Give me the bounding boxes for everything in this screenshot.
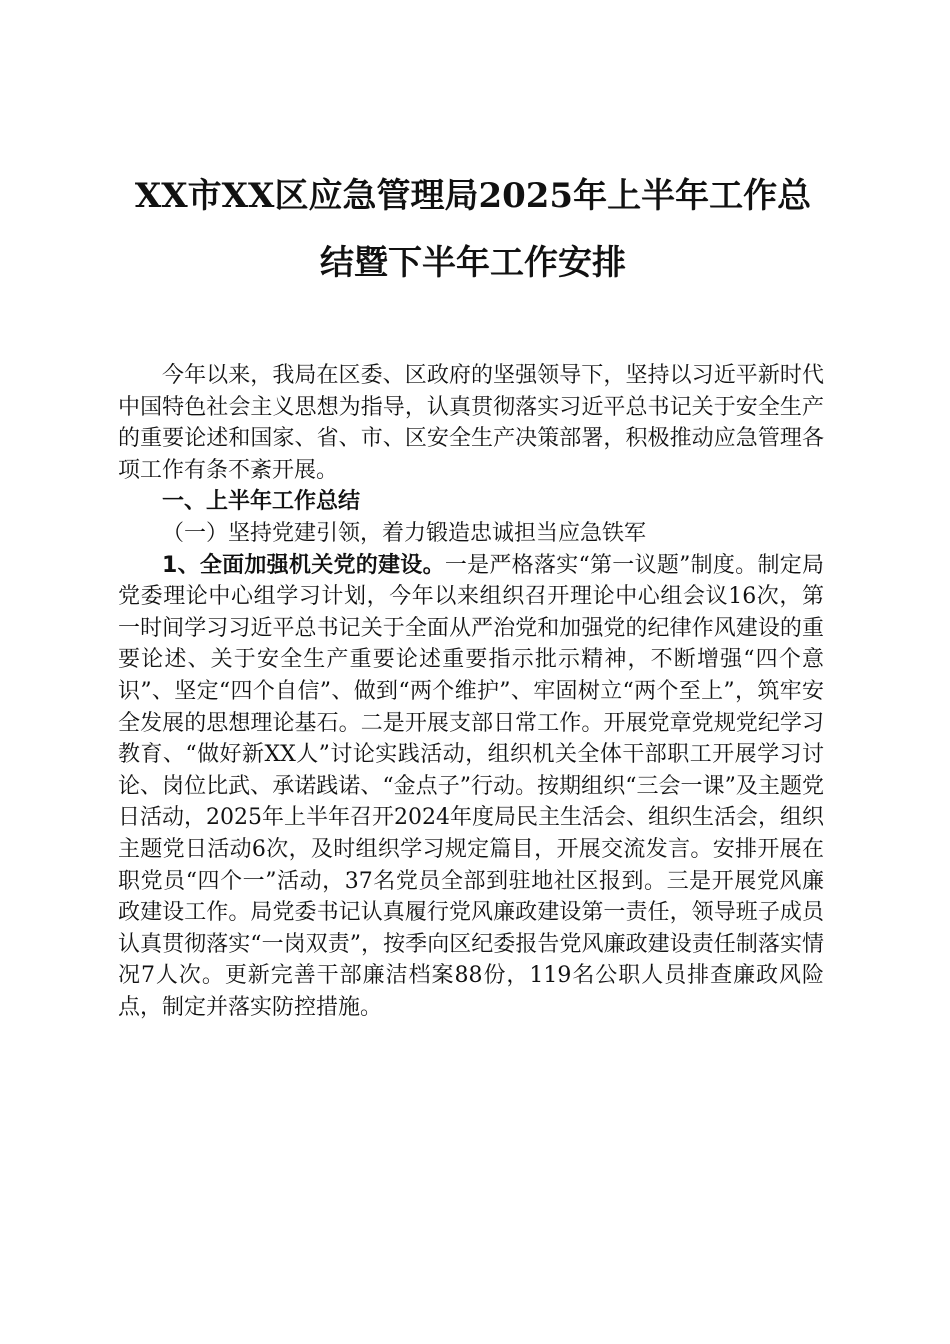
- document-body: [118, 360, 824, 1023]
- section-heading: 一、上半年工作总结: [162, 489, 361, 515]
- subsection-heading: （一）坚持党建引领，着力锻造忠诚担当应急铁军: [162, 520, 647, 546]
- item-paragraph: [118, 550, 824, 1024]
- document-title-line-2: 结暨下半年工作安排: [320, 243, 626, 283]
- item-lead: 1、全面加强机关党的建设。: [162, 552, 445, 578]
- document-title-line-1: XX市XX区应急管理局2025年上半年工作总: [134, 176, 812, 216]
- item-text: 一是严格落实“第一议题”制度。制定局党委理论中心组学习计划，今年以来组织召开理论中心组会议16次，第一时间学习习近平总书记关于全面从严治党和加强党的纪律作风建设的重要论述、关于安全生产重要论述重要指示批示精神，不断增强“四个意识”、坚定“四个自信”、做到“两个维护”、牢固树立“两个至上”，筑牢安全发展的思想理论基石。二是开展支部日常工作。开展党章党规党纪学习教育、“做好新XX人”讨论实践活动，组织机关全体干部职工开展学习讨论、岗位比武、承诺践诺、“金点子”行动。按期组织“三会一课”及主题党日活动，2025年上半年召开2024年度局民主生活会、组织生活会，组织主题党日活动6次，及时组织学习规定篇目，开展交流发言。安排开展在职党员“四个一”活动，37名党员全部到驻地社区报到。三是开展党风廉政建设工作。局党委书记认真履行党风廉政建设第一责任，领导班子成员认真贯彻落实“一岗双责”，按季向区纪委报告党风廉政建设责任制落实情况7人次。更新完善干部廉洁档案88份，119名公职人员排查廉政风险点，制定并落实防控措施。: [118, 552, 824, 1020]
- intro-paragraph: 今年以来，我局在区委、区政府的坚强领导下，坚持以习近平新时代中国特色社会主义思想为指导，认真贯彻落实习近平总书记关于安全生产的重要论述和国家、省、市、区安全生产决策部署，积极推动应急管理各项工作有条不紊开展。: [118, 363, 824, 483]
